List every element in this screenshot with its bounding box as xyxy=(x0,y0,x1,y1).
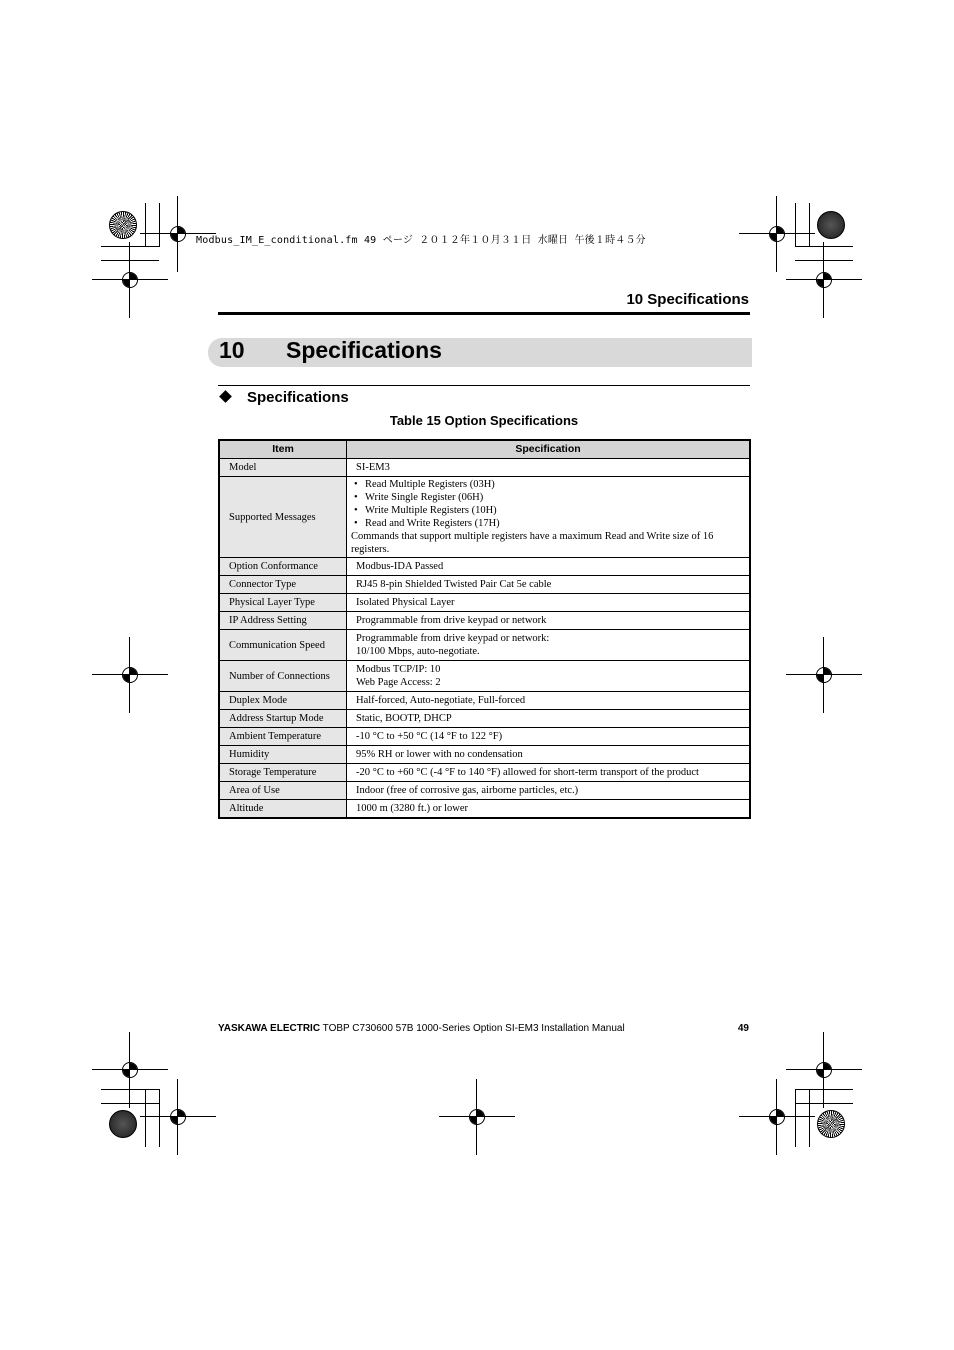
row-spec-value: -10 °C to +50 °C (14 °F to 122 °F) xyxy=(347,728,751,746)
spec-line: Programmable from drive keypad or network: xyxy=(356,633,550,644)
row-spec-value xyxy=(347,661,751,692)
spec-line: Modbus TCP/IP: 10 xyxy=(356,664,441,675)
row-item-label: Area of Use xyxy=(219,782,347,800)
row-spec-value: Programmable from drive keypad or network xyxy=(347,612,751,630)
option-specifications-table xyxy=(218,439,751,819)
table-row xyxy=(219,782,750,800)
row-spec-value: Half-forced, Auto-negotiate, Full-forced xyxy=(347,692,751,710)
chapter-title: Specifications xyxy=(286,337,442,363)
registration-crosshair-icon xyxy=(465,1105,489,1129)
registration-crosshair-icon xyxy=(765,1105,789,1129)
color-target-gray-icon xyxy=(109,1110,137,1138)
row-spec-value: 95% RH or lower with no condensation xyxy=(347,746,751,764)
table-row xyxy=(219,728,750,746)
page-number: 49 xyxy=(737,1023,749,1034)
file-header: Modbus_IM_E_conditional.fm 49 ページ ２０１２年１０月３１日 水曜日 午後１時４５分 xyxy=(196,235,646,246)
running-head: 10 Specifications xyxy=(626,291,749,308)
table-row xyxy=(219,477,750,558)
list-item: • Write Single Register (06H) xyxy=(351,491,744,504)
row-item-label: Connector Type xyxy=(219,576,347,594)
section-title: Specifications xyxy=(247,389,349,406)
table-row xyxy=(219,692,750,710)
section-rule xyxy=(218,385,750,386)
row-item-label: Humidity xyxy=(219,746,347,764)
color-target-starburst-icon xyxy=(109,211,137,239)
row-spec-value: Modbus-IDA Passed xyxy=(347,558,751,576)
row-item-label: Address Startup Mode xyxy=(219,710,347,728)
row-spec-value xyxy=(347,477,751,558)
row-item-label: Physical Layer Type xyxy=(219,594,347,612)
registration-crosshair-icon xyxy=(812,268,836,292)
registration-crosshair-icon xyxy=(166,222,190,246)
column-header-specification: Specification xyxy=(347,440,751,459)
row-item-label: Option Conformance xyxy=(219,558,347,576)
table-row xyxy=(219,612,750,630)
registration-crosshair-icon xyxy=(812,663,836,687)
row-item-label: IP Address Setting xyxy=(219,612,347,630)
registration-crosshair-icon xyxy=(118,663,142,687)
diamond-bullet-icon xyxy=(219,390,232,403)
row-item-label: Number of Connections xyxy=(219,661,347,692)
table-row xyxy=(219,459,750,477)
row-item-label: Ambient Temperature xyxy=(219,728,347,746)
table-header-row xyxy=(219,440,750,459)
table-row xyxy=(219,576,750,594)
registration-crosshair-icon xyxy=(118,268,142,292)
registration-crosshair-icon xyxy=(765,222,789,246)
list-item: • Read and Write Registers (17H) xyxy=(351,517,744,530)
row-spec-value: 1000 m (3280 ft.) or lower xyxy=(347,800,751,819)
row-item-label: Communication Speed xyxy=(219,630,347,661)
table-row xyxy=(219,800,750,819)
list-item: • Read Multiple Registers (03H) xyxy=(351,478,744,491)
table-row xyxy=(219,746,750,764)
row-item-label: Altitude xyxy=(219,800,347,819)
footer-brand: YASKAWA ELECTRIC xyxy=(218,1023,321,1034)
row-spec-value: RJ45 8-pin Shielded Twisted Pair Cat 5e cable xyxy=(347,576,751,594)
chapter-number: 10 xyxy=(219,337,245,363)
table-row xyxy=(219,764,750,782)
page-footer xyxy=(218,1023,625,1034)
table-row xyxy=(219,661,750,692)
row-item-label: Storage Temperature xyxy=(219,764,347,782)
color-target-starburst-icon xyxy=(817,1110,845,1138)
row-spec-value: -20 °C to +60 °C (-4 °F to 140 °F) allowed for short-term transport of the product xyxy=(347,764,751,782)
table-caption: Table 15 Option Specifications xyxy=(389,413,579,428)
row-item-label: Model xyxy=(219,459,347,477)
row-spec-value: Static, BOOTP, DHCP xyxy=(347,710,751,728)
column-header-item: Item xyxy=(219,440,347,459)
row-item-label: Supported Messages xyxy=(219,477,347,558)
spec-line: 10/100 Mbps, auto-negotiate. xyxy=(356,646,480,657)
table-row xyxy=(219,558,750,576)
table-row xyxy=(219,630,750,661)
row-spec-value: Isolated Physical Layer xyxy=(347,594,751,612)
footer-document-title: TOBP C730600 57B 1000-Series Option SI-EM3 Installation Manual xyxy=(320,1023,625,1034)
row-spec-value: SI-EM3 xyxy=(347,459,751,477)
table-row xyxy=(219,594,750,612)
row-item-label: Duplex Mode xyxy=(219,692,347,710)
running-head-rule xyxy=(218,312,750,315)
spec-line: Web Page Access: 2 xyxy=(356,677,441,688)
registration-crosshair-icon xyxy=(812,1058,836,1082)
supported-messages-list xyxy=(351,478,744,530)
color-target-gray-icon xyxy=(817,211,845,239)
supported-messages-note: Commands that support multiple registers have a maximum Read and Write size of 16 registers. xyxy=(351,531,714,555)
row-spec-value xyxy=(347,630,751,661)
registration-crosshair-icon xyxy=(118,1058,142,1082)
list-item: • Write Multiple Registers (10H) xyxy=(351,504,744,517)
row-spec-value: Indoor (free of corrosive gas, airborne particles, etc.) xyxy=(347,782,751,800)
registration-crosshair-icon xyxy=(166,1105,190,1129)
table-row xyxy=(219,710,750,728)
